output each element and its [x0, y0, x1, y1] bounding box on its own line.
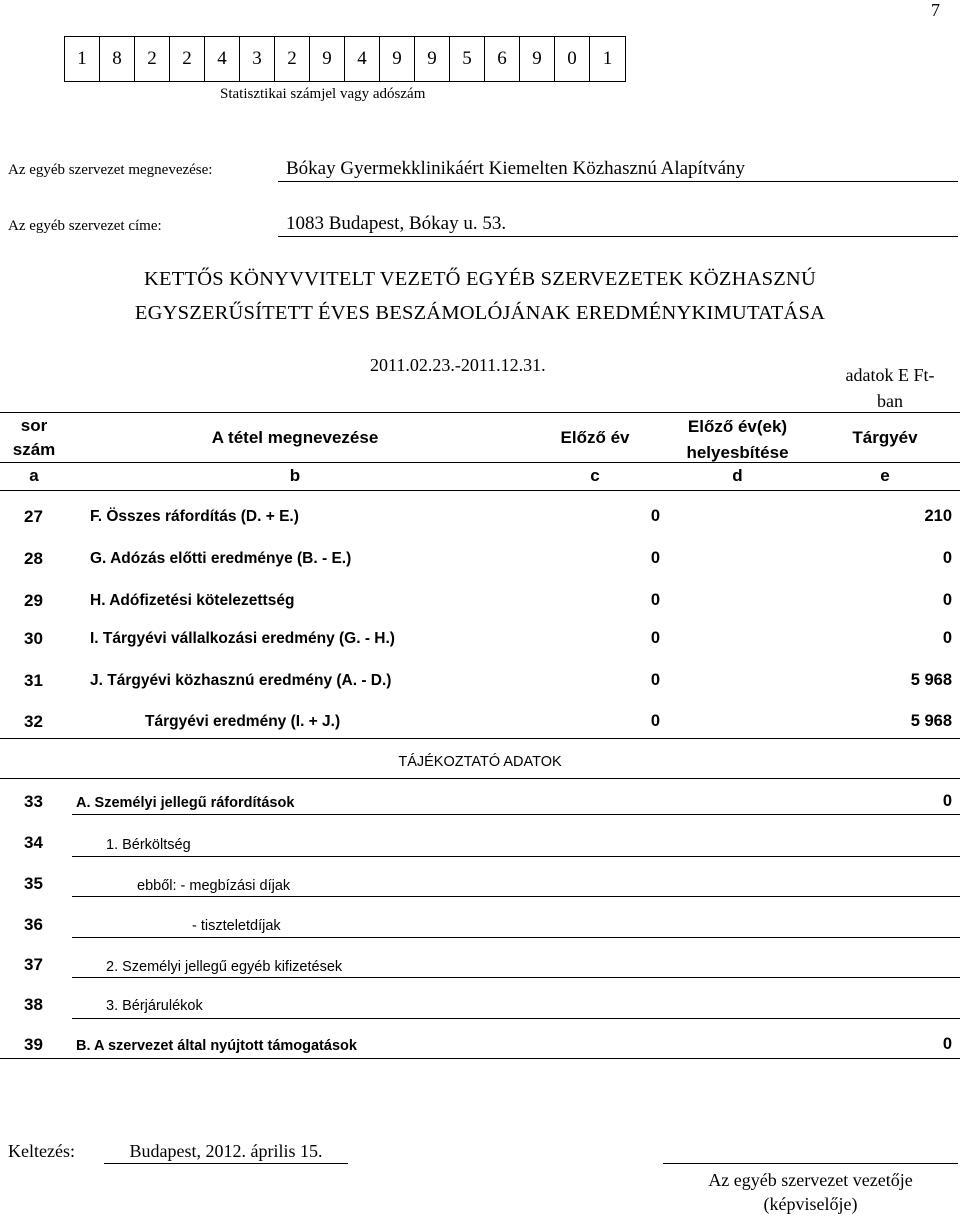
row-label: A. Személyi jellegű ráfordítások [76, 795, 295, 811]
unit-line-1: adatok E Ft- [845, 365, 935, 385]
signer-line-1: Az egyéb szervezet vezetője [708, 1170, 913, 1190]
tax-id-digit: 9 [520, 37, 555, 81]
row-label: Tárgyévi eredmény (I. + J.) [145, 713, 341, 730]
row-label: ebből: - megbízási díjak [137, 878, 291, 894]
col-b: b [289, 466, 301, 485]
tax-id-digit: 3 [240, 37, 275, 81]
row-prev-value: 0 [650, 591, 660, 609]
row-prev-value: 0 [650, 629, 660, 647]
tax-id-digit: 0 [555, 37, 590, 81]
row-number: 34 [24, 833, 43, 852]
header-row-number [8, 414, 60, 462]
info-section-top-rule [0, 738, 960, 739]
row-label: 1. Bérköltség [106, 837, 191, 853]
title-line-2: EGYSZERŰSÍTETT ÉVES BESZÁMOLÓJÁNAK EREDMÉNYKIMUTATÁSA [134, 302, 826, 324]
header-bottom-rule [0, 490, 960, 491]
row-prev-value: 0 [650, 549, 660, 567]
tax-id-digit: 2 [275, 37, 310, 81]
row-label: - tiszteletdíjak [192, 918, 281, 934]
row-label: H. Adófizetési kötelezettség [90, 592, 295, 609]
date-value: Budapest, 2012. április 15. [129, 1141, 323, 1161]
org-address-value: 1083 Budapest, Bókay u. 53. [278, 213, 958, 237]
header-prev-adjust-line2: helyesbítése [686, 443, 789, 462]
tax-id-caption: Statisztikai számjel vagy adószám [220, 86, 426, 102]
tax-id-digit: 9 [380, 37, 415, 81]
tax-id-digit: 9 [415, 37, 450, 81]
header-prev-adjust [665, 414, 810, 466]
row-label: G. Adózás előtti eredménye (B. - E.) [90, 550, 352, 567]
row-current-value: 0 [942, 591, 952, 609]
tax-id-digit: 8 [100, 37, 135, 81]
row-label: 3. Bérjárulékok [106, 998, 203, 1014]
row-rule [72, 1018, 960, 1019]
row-current-value: 210 [924, 507, 952, 525]
row-rule [72, 937, 960, 938]
title-line-1: KETTŐS KÖNYVVITELT VEZETŐ EGYÉB SZERVEZETEK KÖZHASZNÚ [144, 268, 816, 290]
tax-id-digit: 9 [310, 37, 345, 81]
info-section-heading: TÁJÉKOZTATÓ ADATOK [398, 754, 562, 770]
row-rule [72, 896, 960, 897]
document-title [0, 262, 960, 330]
row-label: I. Tárgyévi vállalkozási eredmény (G. - H.) [90, 630, 395, 647]
tax-id-digit: 4 [205, 37, 240, 81]
tax-id-grid [64, 36, 626, 82]
row-number: 37 [24, 955, 43, 974]
header-prev-year: Előző év [560, 428, 630, 447]
row-number: 35 [24, 874, 43, 893]
info-bottom-rule [0, 1058, 960, 1059]
reporting-period: 2011.02.23.-2011.12.31. [370, 355, 546, 375]
tax-id-digit: 2 [170, 37, 205, 81]
header-prev-adjust-line1: Előző év(ek) [687, 417, 788, 436]
row-current-value: 5 968 [910, 712, 952, 730]
col-c: c [590, 466, 600, 485]
tax-id-digit: 1 [602, 48, 613, 69]
header-item-name: A tétel megnevezése [211, 428, 379, 447]
row-value: 0 [942, 792, 952, 810]
row-prev-value: 0 [650, 507, 660, 525]
signer-caption [663, 1168, 958, 1216]
row-current-value: 0 [942, 629, 952, 647]
page-number: 7 [931, 0, 940, 20]
unit-note [822, 362, 958, 414]
row-label: B. A szervezet által nyújtott támogatások [76, 1038, 357, 1054]
tax-id-digit: 6 [485, 37, 520, 81]
row-rule [72, 977, 960, 978]
col-e: e [880, 466, 890, 485]
row-number: 33 [24, 792, 43, 811]
org-name-value: Bókay Gyermekklinikáért Kiemelten Közhasznú Alapítvány [278, 158, 958, 182]
row-number: 29 [24, 591, 43, 610]
row-number: 39 [24, 1035, 43, 1054]
row-value: 0 [942, 1035, 952, 1053]
header-row-number-line2: szám [12, 440, 56, 459]
row-number: 38 [24, 995, 43, 1014]
row-label: F. Összes ráfordítás (D. + E.) [90, 508, 299, 525]
row-label: 2. Személyi jellegű egyéb kifizetések [106, 959, 343, 975]
tax-id-digit: 2 [135, 37, 170, 81]
row-prev-value: 0 [650, 671, 660, 689]
row-number: 31 [24, 671, 43, 690]
col-a: a [29, 466, 39, 485]
row-label: J. Tárgyévi közhasznú eredmény (A. - D.) [90, 672, 392, 689]
row-number: 36 [24, 915, 43, 934]
row-current-value: 5 968 [910, 671, 952, 689]
row-rule [72, 814, 960, 815]
row-current-value: 0 [942, 549, 952, 567]
signer-line-2: (képviselője) [763, 1194, 858, 1214]
info-heading-rule [0, 778, 960, 779]
row-number: 32 [24, 712, 43, 731]
org-name-label: Az egyéb szervezet megnevezése: [8, 162, 213, 178]
header-top-rule [0, 412, 960, 413]
header-current-year: Tárgyév [852, 428, 918, 447]
header-row-number-line1: sor [20, 416, 48, 435]
row-number: 27 [24, 507, 43, 526]
row-number: 28 [24, 549, 43, 568]
tax-id-digit: 1 [65, 37, 100, 81]
col-d: d [732, 466, 743, 485]
date-underline [104, 1163, 348, 1164]
tax-id-digit: 4 [345, 37, 380, 81]
date-label: Keltezés: [8, 1141, 75, 1161]
tax-id-digit: 5 [450, 37, 485, 81]
signature-line [663, 1163, 958, 1164]
row-number: 30 [24, 629, 43, 648]
org-address-label: Az egyéb szervezet címe: [8, 218, 162, 234]
row-rule [72, 856, 960, 857]
row-prev-value: 0 [650, 712, 660, 730]
header-mid-rule [0, 462, 960, 463]
unit-line-2: ban [877, 391, 903, 411]
